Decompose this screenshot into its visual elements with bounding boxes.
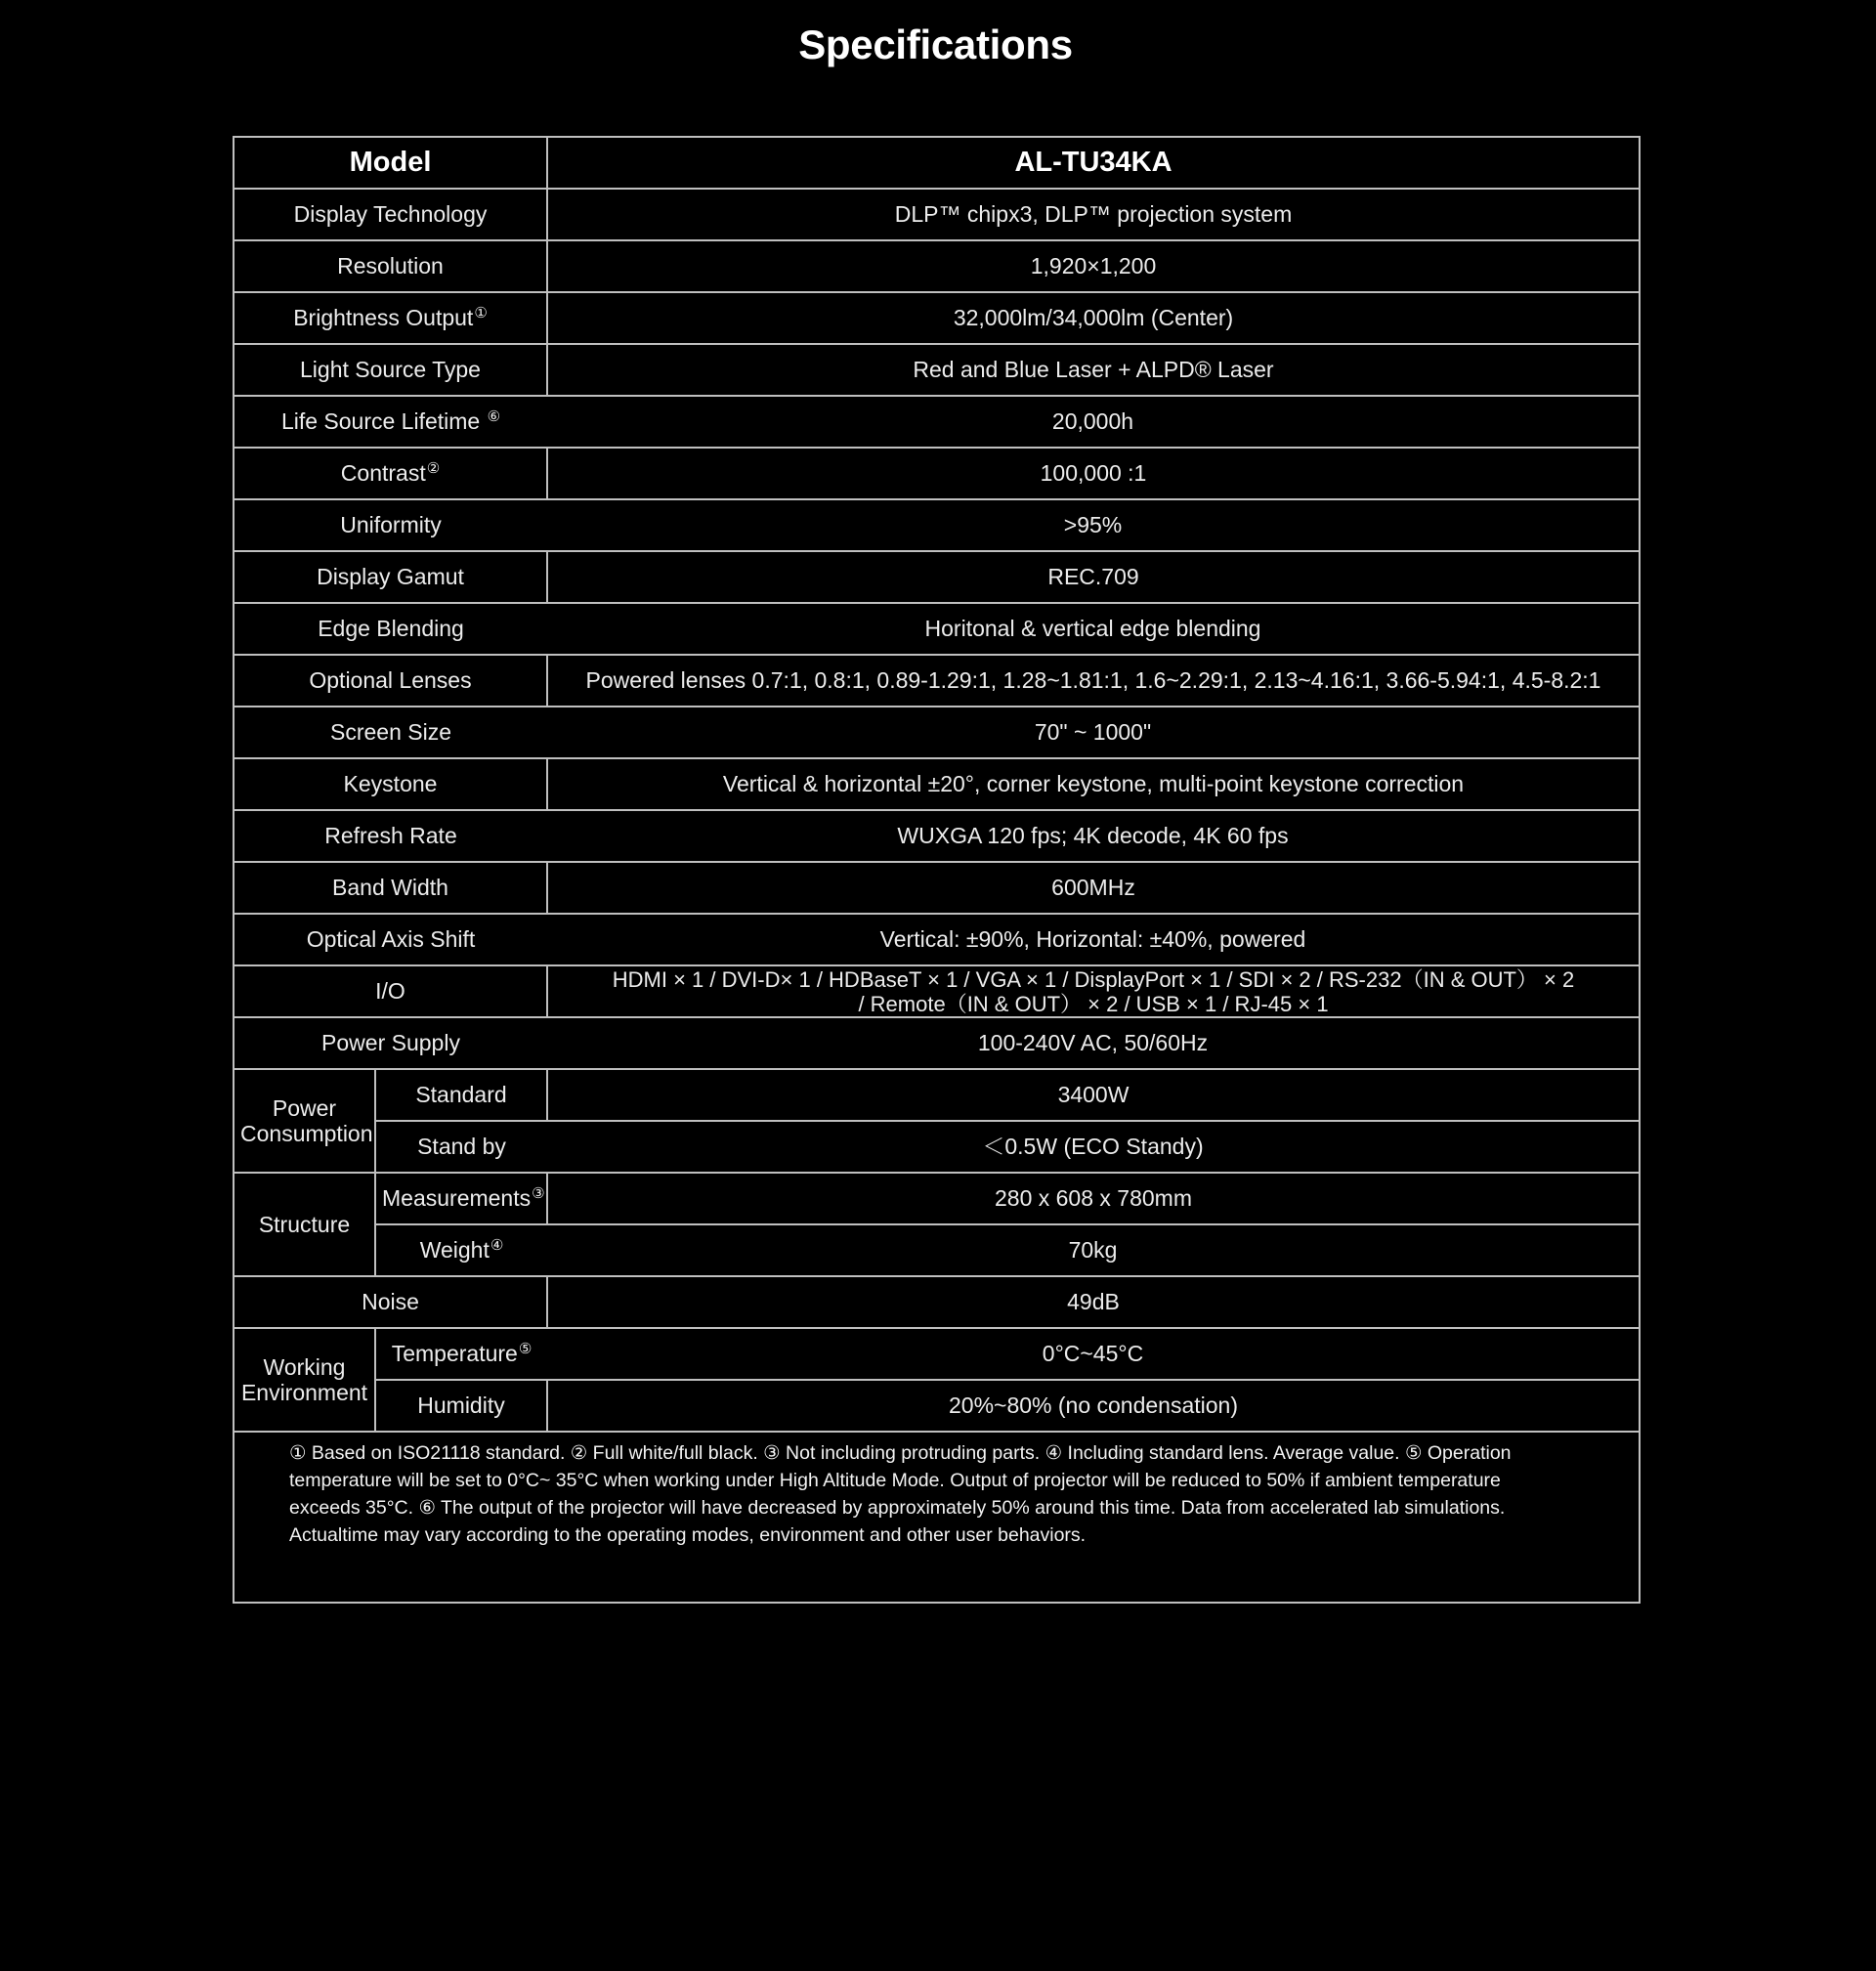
row-label xyxy=(234,396,547,448)
group-label-line2: Consumption xyxy=(240,1121,373,1146)
group-label-line1: Working xyxy=(263,1354,346,1380)
row-value: ＜0.5W (ECO Standy) xyxy=(547,1121,1639,1173)
table-row xyxy=(234,1017,1639,1069)
table-header-row xyxy=(234,138,1639,189)
sub-label xyxy=(375,1224,547,1276)
row-label: Display Technology xyxy=(234,189,547,240)
row-value: Powered lenses 0.7:1, 0.8:1, 0.89-1.29:1, 1.28~1.81:1, 1.6~2.29:1, 2.13~4.16:1, 3.66-5.94:1, 4.5-8.2:1 xyxy=(547,655,1639,707)
spec-table xyxy=(234,138,1639,1433)
row-label: Resolution xyxy=(234,240,547,292)
row-label: Keystone xyxy=(234,758,547,810)
row-label-text: Brightness Output xyxy=(293,305,474,330)
table-row xyxy=(234,1173,1639,1224)
row-value xyxy=(547,965,1639,1017)
row-label: Display Gamut xyxy=(234,551,547,603)
sub-label-text: Weight xyxy=(419,1237,490,1263)
row-value: 280 x 608 x 780mm xyxy=(547,1173,1639,1224)
row-value: 0°C~45°C xyxy=(547,1328,1639,1380)
table-row xyxy=(234,189,1639,240)
table-row xyxy=(234,240,1639,292)
table-row xyxy=(234,448,1639,499)
row-value: 32,000lm/34,000lm (Center) xyxy=(547,292,1639,344)
row-value: 20%~80% (no condensation) xyxy=(547,1380,1639,1432)
table-row xyxy=(234,344,1639,396)
row-label: Optional Lenses xyxy=(234,655,547,707)
table-row xyxy=(234,810,1639,862)
table-row xyxy=(234,707,1639,758)
table-row xyxy=(234,965,1639,1017)
row-value: >95% xyxy=(547,499,1639,551)
row-label-text: Contrast xyxy=(340,460,426,486)
table-row xyxy=(234,396,1639,448)
row-value: 49dB xyxy=(547,1276,1639,1328)
row-value: Vertical & horizontal ±20°, corner keystone, multi-point keystone correction xyxy=(547,758,1639,810)
group-label-line1: Power xyxy=(272,1095,337,1121)
row-value: 1,920×1,200 xyxy=(547,240,1639,292)
row-value: Vertical: ±90%, Horizontal: ±40%, powered xyxy=(547,914,1639,965)
table-row xyxy=(234,499,1639,551)
table-row xyxy=(234,603,1639,655)
row-label-text: Life Source Lifetime xyxy=(280,408,481,434)
group-label-power-consumption xyxy=(234,1069,375,1173)
spec-table-container xyxy=(233,136,1641,1604)
io-value-line2: / Remote（IN & OUT） × 2 / USB × 1 / RJ-45 × 1 xyxy=(858,991,1329,1016)
row-label: Screen Size xyxy=(234,707,547,758)
row-value: 20,000h xyxy=(547,396,1639,448)
footnote-line: ① Based on ISO21118 standard. ② Full white/full black. ③ Not including protruding parts. ④ Including standard lens. Average value. ⑤ Operation xyxy=(289,1442,1512,1464)
sub-label-text: Measurements xyxy=(382,1185,532,1211)
table-row xyxy=(234,1224,1639,1276)
row-value: Horitonal & vertical edge blending xyxy=(547,603,1639,655)
sub-label xyxy=(375,1328,547,1380)
row-value: WUXGA 120 fps; 4K decode, 4K 60 fps xyxy=(547,810,1639,862)
table-row xyxy=(234,862,1639,914)
row-label xyxy=(234,292,547,344)
row-label: Light Source Type xyxy=(234,344,547,396)
row-value: 3400W xyxy=(547,1069,1639,1121)
row-label: I/O xyxy=(234,965,547,1017)
row-label: Noise xyxy=(234,1276,547,1328)
table-row xyxy=(234,1328,1639,1380)
page-title: Specifications xyxy=(798,21,1073,67)
footnote-mark: ⑤ xyxy=(518,1341,533,1357)
row-label: Refresh Rate xyxy=(234,810,547,862)
group-label-line2: Environment xyxy=(240,1380,368,1405)
footnote-line: exceeds 35°C. ⑥ The output of the projector will have decreased by approximately 50% around this time. Data from accelerated lab simulations. xyxy=(289,1497,1506,1519)
table-row xyxy=(234,292,1639,344)
sub-label: Humidity xyxy=(375,1380,547,1432)
table-row xyxy=(234,758,1639,810)
table-row xyxy=(234,914,1639,965)
group-label-working-environment xyxy=(234,1328,375,1432)
table-row xyxy=(234,551,1639,603)
table-row xyxy=(234,1380,1639,1432)
table-row xyxy=(234,655,1639,707)
table-row xyxy=(234,1276,1639,1328)
row-value: REC.709 xyxy=(547,551,1639,603)
row-label: Optical Axis Shift xyxy=(234,914,547,965)
io-value-line1: HDMI × 1 / DVI-D× 1 / HDBaseT × 1 / VGA × 1 / DisplayPort × 1 / SDI × 2 / RS-232（IN & OUT） × 2 xyxy=(612,966,1575,992)
row-label xyxy=(234,448,547,499)
row-label: Edge Blending xyxy=(234,603,547,655)
footnote-mark: ③ xyxy=(532,1185,545,1202)
sub-label: Standard xyxy=(375,1069,547,1121)
row-label: Power Supply xyxy=(234,1017,547,1069)
row-label: Uniformity xyxy=(234,499,547,551)
table-row xyxy=(234,1069,1639,1121)
sub-label: Stand by xyxy=(375,1121,547,1173)
footnote-line: temperature will be set to 0°C~ 35°C when working under High Altitude Mode. Output of projector will be reduced to 50% if ambient temperature xyxy=(289,1470,1501,1491)
footnote-mark: ② xyxy=(426,460,441,477)
footnote-mark: ⑥ xyxy=(487,408,501,425)
header-model-value: AL-TU34KA xyxy=(547,138,1639,189)
sub-label-text: Temperature xyxy=(391,1341,518,1366)
row-value: DLP™ chipx3, DLP™ projection system xyxy=(547,189,1639,240)
row-value: Red and Blue Laser + ALPD® Laser xyxy=(547,344,1639,396)
header-model-label: Model xyxy=(234,138,547,189)
footnote-mark: ① xyxy=(474,305,488,321)
footnotes xyxy=(289,1439,1589,1549)
footnote-line: Actualtime may vary according to the operating modes, environment and other user behaviors. xyxy=(289,1524,1087,1546)
group-label-structure: Structure xyxy=(234,1173,375,1276)
table-row xyxy=(234,1121,1639,1173)
footnote-mark: ④ xyxy=(490,1237,504,1254)
sub-label xyxy=(375,1173,547,1224)
row-value: 70kg xyxy=(547,1224,1639,1276)
row-label: Band Width xyxy=(234,862,547,914)
row-value: 100-240V AC, 50/60Hz xyxy=(547,1017,1639,1069)
row-value: 100,000 :1 xyxy=(547,448,1639,499)
row-value: 600MHz xyxy=(547,862,1639,914)
row-value: 70" ~ 1000" xyxy=(547,707,1639,758)
